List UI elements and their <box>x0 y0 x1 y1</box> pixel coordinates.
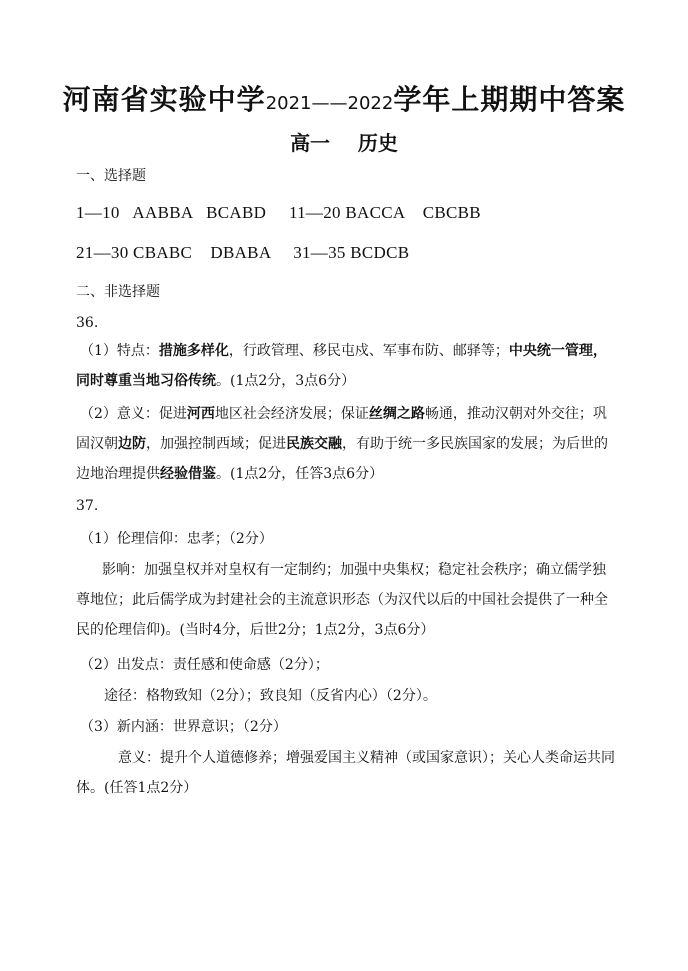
q36-part2-answer <box>76 399 616 489</box>
q36-p1-key-term: 措施多样化 <box>158 343 229 359</box>
q36-p1-text: ， <box>592 343 607 359</box>
q36-p2-key-term: 民族交融 <box>286 436 342 452</box>
mc-answers-row-1: 1—10 AABBA BCABD 11—20 BACCA CBCBB <box>76 203 481 222</box>
q36-p1-key-term: 同时尊重当地习俗传统 <box>76 373 216 389</box>
mc-answers-row-2: 21—30 CBABC DBABA 31—35 BCDCB <box>76 243 410 262</box>
q36-p2-text: 畅通，推动汉朝对外交往；巩固汉朝 <box>76 406 607 452</box>
q36-p2-score: 。(1点2分，任答3点6分） <box>216 466 384 482</box>
q37-part2-answer: （2）出发点：责任感和使命感（2分）； <box>80 657 329 673</box>
q37-part3-significance: 意义：提升个人道德修养；增强爱国主义精神（或国家意识）；关心人类命运共同体。(任答1点2分） <box>76 750 615 796</box>
q36-number: 36. <box>76 315 99 331</box>
title-school: 河南省实验中学 <box>62 83 266 116</box>
q36-p2-text: 地区社会经济发展；保证 <box>214 406 369 422</box>
page-subtitle: 高一 历史 <box>290 131 398 155</box>
section-multiple-choice-heading: 一、选择题 <box>76 168 146 184</box>
page-title <box>0 78 688 118</box>
q36-p1-score: 。(1点2分，3点6分） <box>216 373 356 389</box>
q36-part1-answer <box>76 336 616 396</box>
q37-part2-approach: 途径：格物致知（2分）；致良知（反省内心）（2分）。 <box>104 688 437 704</box>
q37-number: 37. <box>76 498 99 514</box>
q37-part1-answer: （1）伦理信仰：忠孝；（2分） <box>80 531 273 547</box>
q36-p1-key-term: 中央统一管理 <box>508 343 593 359</box>
section-non-choice-heading: 二、非选择题 <box>76 284 160 300</box>
q36-p2-key-term: 丝绸之路 <box>368 406 425 422</box>
q37-part1-impact: 影响：加强皇权并对皇权有一定制约；加强中央集权；稳定社会秩序；确立儒学独尊地位；此后儒学成为封建社会的主流意识形态（为汉代以后的中国社会提供了一种全民的伦理信仰)。(当时4分，后世2分；1点2分，3点6分） <box>76 562 608 638</box>
q36-p1-text: ，行政管理、移民屯戍、军事布防、邮驿等； <box>228 343 509 359</box>
q36-p2-key-term: 经验借鉴 <box>160 466 216 482</box>
q36-p2-text: ，有助于统一多民族国家的发展；为后世的边地治理提供 <box>76 436 608 482</box>
q36-p1-label: （1）特点： <box>80 343 159 359</box>
q36-p2-key-term: 边防 <box>118 436 146 452</box>
q36-p2-text: ，加强控制西域；促进 <box>146 436 286 452</box>
title-suffix: 学年上期期中答案 <box>393 83 626 116</box>
q37-part3-answer: （3）新内涵：世界意识；（2分） <box>80 719 287 735</box>
q36-p2-label: （2）意义：促进 <box>80 406 187 422</box>
title-years: 2021——2022 <box>265 93 394 114</box>
q36-p2-key-term: 河西 <box>186 406 215 422</box>
